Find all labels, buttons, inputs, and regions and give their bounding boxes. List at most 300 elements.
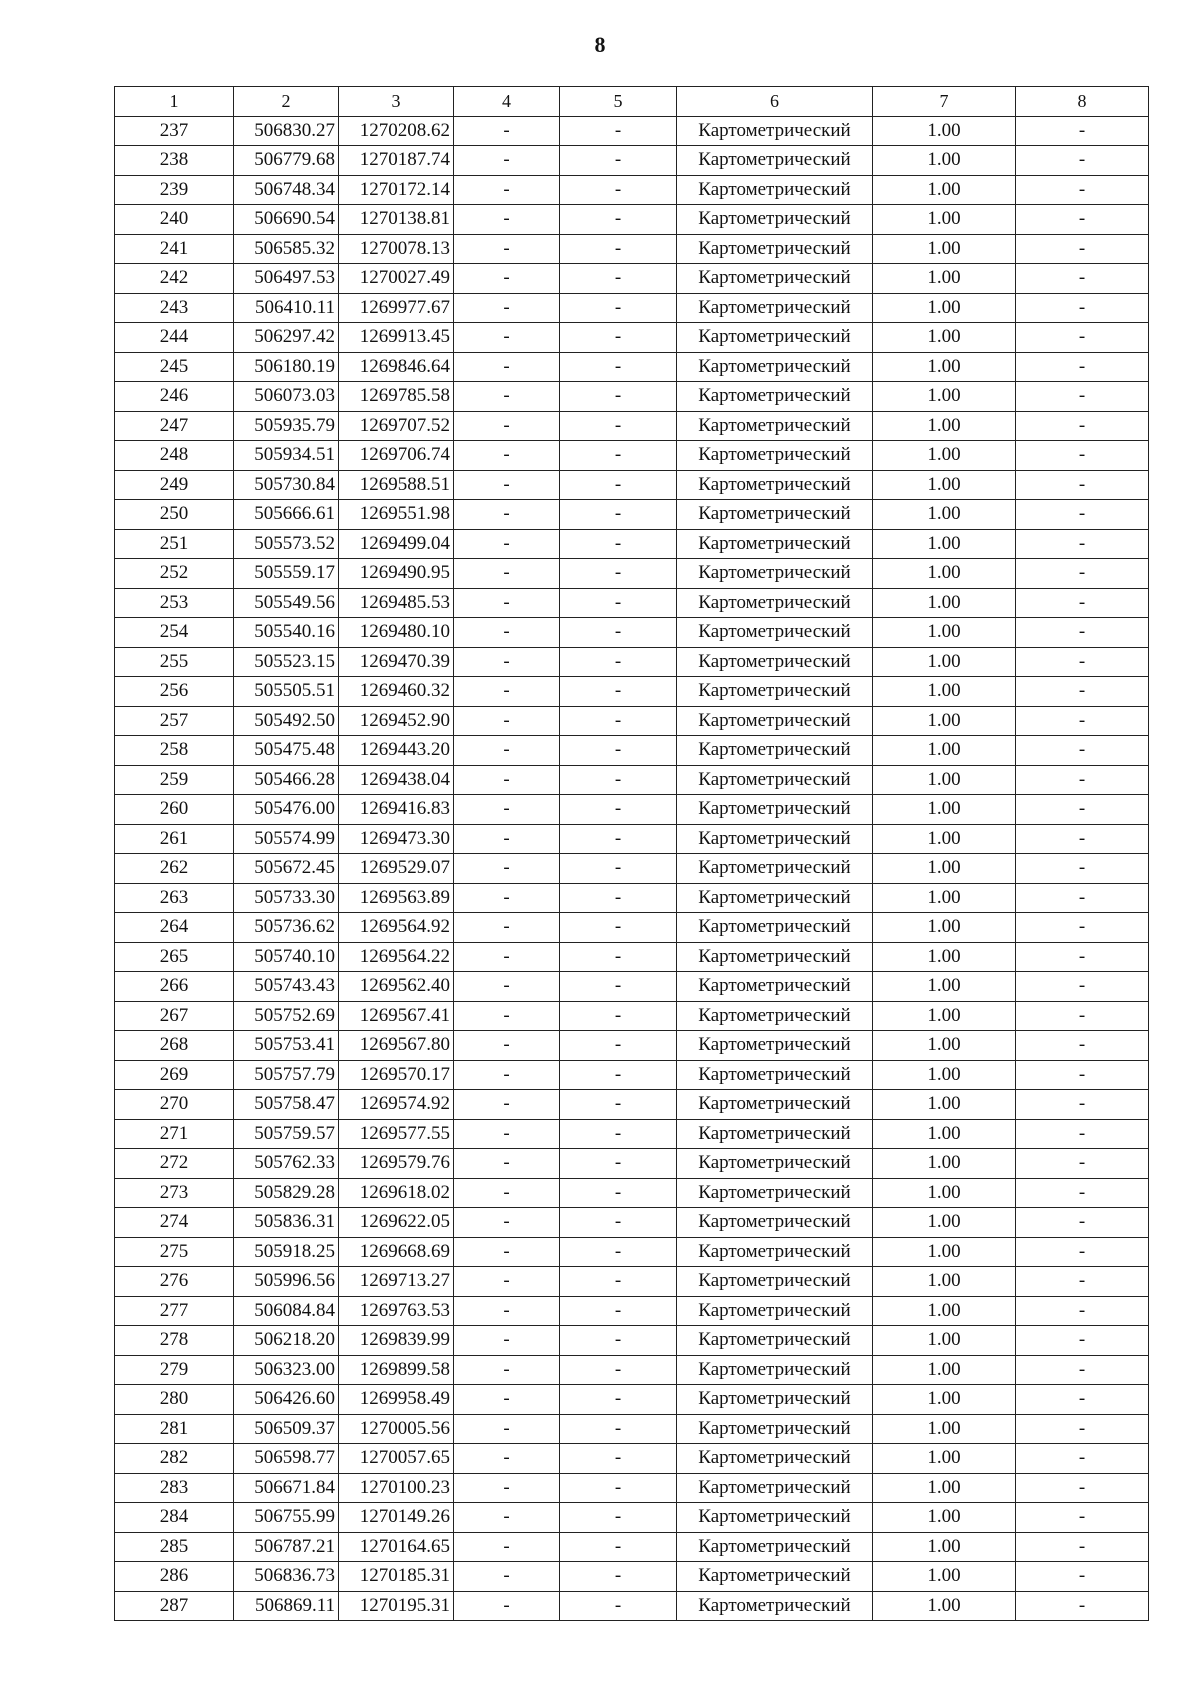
table-cell: 505733.30 xyxy=(234,883,339,913)
table-cell: 278 xyxy=(115,1326,234,1356)
column-header-5: 5 xyxy=(560,87,677,117)
table-cell: 244 xyxy=(115,323,234,353)
table-cell: 505757.79 xyxy=(234,1060,339,1090)
table-cell: 1.00 xyxy=(873,942,1016,972)
table-cell: 1.00 xyxy=(873,677,1016,707)
table-cell: Картометрический xyxy=(677,972,873,1002)
table-cell: - xyxy=(454,1001,560,1031)
table-cell: Картометрический xyxy=(677,1326,873,1356)
table-cell: Картометрический xyxy=(677,588,873,618)
table-row xyxy=(115,175,1149,205)
table-cell: 254 xyxy=(115,618,234,648)
table-cell: - xyxy=(560,116,677,146)
table-cell: 268 xyxy=(115,1031,234,1061)
table-cell: - xyxy=(1016,736,1149,766)
table-cell: 258 xyxy=(115,736,234,766)
table-cell: 1.00 xyxy=(873,1031,1016,1061)
table-row xyxy=(115,1355,1149,1385)
table-row xyxy=(115,146,1149,176)
table-cell: 505762.33 xyxy=(234,1149,339,1179)
table-cell: - xyxy=(560,411,677,441)
table-cell: - xyxy=(1016,942,1149,972)
table-cell: 1.00 xyxy=(873,1178,1016,1208)
table-cell: - xyxy=(560,972,677,1002)
table-cell: 506671.84 xyxy=(234,1473,339,1503)
table-cell: Картометрический xyxy=(677,175,873,205)
table-cell: 1.00 xyxy=(873,234,1016,264)
table-cell: - xyxy=(560,323,677,353)
table-cell: - xyxy=(1016,1503,1149,1533)
coordinates-table xyxy=(114,86,1149,1621)
table-cell: 505934.51 xyxy=(234,441,339,471)
table-cell: 1269846.64 xyxy=(339,352,454,382)
table-cell: 286 xyxy=(115,1562,234,1592)
table-cell: 1.00 xyxy=(873,618,1016,648)
table-cell: 1270185.31 xyxy=(339,1562,454,1592)
column-header-4: 4 xyxy=(454,87,560,117)
table-cell: - xyxy=(454,795,560,825)
table-header xyxy=(115,87,1149,117)
table-cell: 1270208.62 xyxy=(339,116,454,146)
table-cell: 505492.50 xyxy=(234,706,339,736)
table-cell: 1.00 xyxy=(873,824,1016,854)
table-cell: 283 xyxy=(115,1473,234,1503)
table-cell: Картометрический xyxy=(677,441,873,471)
table-row xyxy=(115,323,1149,353)
table-cell: - xyxy=(454,529,560,559)
table-row xyxy=(115,1296,1149,1326)
table-row xyxy=(115,441,1149,471)
table-cell: 1269480.10 xyxy=(339,618,454,648)
table-cell: 1269452.90 xyxy=(339,706,454,736)
table-cell: Картометрический xyxy=(677,765,873,795)
table-cell: 505549.56 xyxy=(234,588,339,618)
table-cell: 263 xyxy=(115,883,234,913)
table-cell: Картометрический xyxy=(677,1149,873,1179)
table-cell: - xyxy=(560,618,677,648)
table-cell: 1269562.40 xyxy=(339,972,454,1002)
table-cell: - xyxy=(560,1296,677,1326)
table-cell: 505559.17 xyxy=(234,559,339,589)
table-cell: 238 xyxy=(115,146,234,176)
table-cell: - xyxy=(454,1591,560,1621)
table-cell: 505672.45 xyxy=(234,854,339,884)
table-cell: 506410.11 xyxy=(234,293,339,323)
table-cell: - xyxy=(560,1119,677,1149)
table-cell: Картометрический xyxy=(677,618,873,648)
table-cell: Картометрический xyxy=(677,500,873,530)
table-cell: - xyxy=(1016,234,1149,264)
table-cell: 506509.37 xyxy=(234,1414,339,1444)
table-cell: - xyxy=(1016,1060,1149,1090)
table-row xyxy=(115,1060,1149,1090)
table-cell: - xyxy=(560,1090,677,1120)
table-cell: Картометрический xyxy=(677,293,873,323)
table-cell: 1269899.58 xyxy=(339,1355,454,1385)
table-cell: Картометрический xyxy=(677,264,873,294)
table-cell: 1.00 xyxy=(873,913,1016,943)
table-cell: - xyxy=(560,175,677,205)
table-cell: 1270078.13 xyxy=(339,234,454,264)
table-cell: Картометрический xyxy=(677,1444,873,1474)
table-cell: 265 xyxy=(115,942,234,972)
table-cell: 1269574.92 xyxy=(339,1090,454,1120)
table-cell: - xyxy=(454,677,560,707)
table-cell: - xyxy=(560,500,677,530)
table-cell: - xyxy=(1016,352,1149,382)
table-cell: - xyxy=(454,618,560,648)
table-cell: - xyxy=(1016,1149,1149,1179)
table-cell: - xyxy=(560,470,677,500)
table-cell: - xyxy=(454,1031,560,1061)
table-cell: 1.00 xyxy=(873,854,1016,884)
table-cell: 506869.11 xyxy=(234,1591,339,1621)
table-cell: 242 xyxy=(115,264,234,294)
table-cell: - xyxy=(454,1208,560,1238)
table-cell: 1.00 xyxy=(873,1591,1016,1621)
table-row xyxy=(115,234,1149,264)
table-cell: - xyxy=(1016,441,1149,471)
table-cell: 1.00 xyxy=(873,972,1016,1002)
table-cell: - xyxy=(1016,470,1149,500)
table-row xyxy=(115,1208,1149,1238)
table-cell: - xyxy=(454,1149,560,1179)
table-row xyxy=(115,1385,1149,1415)
table-cell: Картометрический xyxy=(677,1473,873,1503)
table-cell: 1.00 xyxy=(873,647,1016,677)
table-row xyxy=(115,765,1149,795)
table-cell: 1270187.74 xyxy=(339,146,454,176)
table-row xyxy=(115,1001,1149,1031)
table-cell: - xyxy=(1016,972,1149,1002)
table-cell: 506497.53 xyxy=(234,264,339,294)
table-cell: 1.00 xyxy=(873,1444,1016,1474)
table-cell: 240 xyxy=(115,205,234,235)
table-cell: - xyxy=(1016,1031,1149,1061)
table-cell: 505736.62 xyxy=(234,913,339,943)
column-header-2: 2 xyxy=(234,87,339,117)
table-cell: 1.00 xyxy=(873,293,1016,323)
table-cell: - xyxy=(454,1060,560,1090)
table-cell: - xyxy=(1016,1090,1149,1120)
table-cell: 1270149.26 xyxy=(339,1503,454,1533)
table-cell: - xyxy=(1016,529,1149,559)
table-cell: - xyxy=(454,706,560,736)
table-cell: - xyxy=(454,441,560,471)
table-cell: 1269485.53 xyxy=(339,588,454,618)
table-cell: 1269567.80 xyxy=(339,1031,454,1061)
table-row xyxy=(115,559,1149,589)
table-cell: Картометрический xyxy=(677,1562,873,1592)
table-cell: - xyxy=(1016,1414,1149,1444)
table-cell: 243 xyxy=(115,293,234,323)
table-cell: - xyxy=(454,1355,560,1385)
table-cell: 506787.21 xyxy=(234,1532,339,1562)
table-cell: 267 xyxy=(115,1001,234,1031)
table-cell: 1.00 xyxy=(873,529,1016,559)
table-cell: - xyxy=(1016,382,1149,412)
table-cell: 1.00 xyxy=(873,116,1016,146)
table-cell: 505918.25 xyxy=(234,1237,339,1267)
table-cell: Картометрический xyxy=(677,942,873,972)
table-cell: Картометрический xyxy=(677,205,873,235)
table-cell: 505475.48 xyxy=(234,736,339,766)
table-cell: - xyxy=(560,1149,677,1179)
table-cell: Картометрический xyxy=(677,883,873,913)
table-row xyxy=(115,824,1149,854)
table-cell: 1269588.51 xyxy=(339,470,454,500)
table-cell: - xyxy=(454,1296,560,1326)
table-cell: - xyxy=(454,854,560,884)
table-row xyxy=(115,942,1149,972)
table-cell: 1269618.02 xyxy=(339,1178,454,1208)
table-cell: Картометрический xyxy=(677,677,873,707)
table-cell: Картометрический xyxy=(677,1060,873,1090)
table-cell: 1269977.67 xyxy=(339,293,454,323)
table-cell: 1270195.31 xyxy=(339,1591,454,1621)
table-cell: - xyxy=(454,175,560,205)
table-row xyxy=(115,913,1149,943)
table-cell: 1.00 xyxy=(873,1001,1016,1031)
table-cell: 281 xyxy=(115,1414,234,1444)
table-row xyxy=(115,1237,1149,1267)
table-row xyxy=(115,736,1149,766)
table-cell: 506830.27 xyxy=(234,116,339,146)
table-cell: 505574.99 xyxy=(234,824,339,854)
table-cell: 505666.61 xyxy=(234,500,339,530)
table-cell: - xyxy=(454,942,560,972)
table-cell: 1.00 xyxy=(873,1414,1016,1444)
table-cell: - xyxy=(560,677,677,707)
table-cell: - xyxy=(1016,323,1149,353)
table-cell: Картометрический xyxy=(677,559,873,589)
table-cell: 264 xyxy=(115,913,234,943)
table-cell: 1269567.41 xyxy=(339,1001,454,1031)
table-cell: 272 xyxy=(115,1149,234,1179)
column-header-7: 7 xyxy=(873,87,1016,117)
table-cell: - xyxy=(1016,795,1149,825)
table-cell: 1.00 xyxy=(873,736,1016,766)
table-cell: 1269490.95 xyxy=(339,559,454,589)
table-cell: 506690.54 xyxy=(234,205,339,235)
table-cell: 506073.03 xyxy=(234,382,339,412)
table-cell: 277 xyxy=(115,1296,234,1326)
table-cell: Картометрический xyxy=(677,529,873,559)
table-cell: Картометрический xyxy=(677,382,873,412)
table-row xyxy=(115,1562,1149,1592)
table-cell: - xyxy=(454,1267,560,1297)
table-cell: 1269443.20 xyxy=(339,736,454,766)
table-cell: - xyxy=(1016,500,1149,530)
table-row xyxy=(115,1532,1149,1562)
table-cell: 245 xyxy=(115,352,234,382)
table-cell: 506084.84 xyxy=(234,1296,339,1326)
table-cell: - xyxy=(454,146,560,176)
table-cell: 279 xyxy=(115,1355,234,1385)
table-cell: Картометрический xyxy=(677,234,873,264)
table-cell: 1270138.81 xyxy=(339,205,454,235)
table-cell: 1.00 xyxy=(873,323,1016,353)
table-cell: - xyxy=(1016,411,1149,441)
table-cell: 237 xyxy=(115,116,234,146)
table-cell: 505996.56 xyxy=(234,1267,339,1297)
table-cell: 1269551.98 xyxy=(339,500,454,530)
table-cell: - xyxy=(560,1031,677,1061)
table-cell: - xyxy=(454,1414,560,1444)
table-cell: Картометрический xyxy=(677,116,873,146)
table-cell: - xyxy=(1016,1326,1149,1356)
table-cell: Картометрический xyxy=(677,352,873,382)
table-row xyxy=(115,795,1149,825)
table-cell: 1269579.76 xyxy=(339,1149,454,1179)
table-cell: - xyxy=(560,1060,677,1090)
table-cell: - xyxy=(1016,1473,1149,1503)
table-cell: - xyxy=(454,1385,560,1415)
table-cell: - xyxy=(454,116,560,146)
table-row xyxy=(115,1031,1149,1061)
table-cell: 270 xyxy=(115,1090,234,1120)
table-cell: 1.00 xyxy=(873,1237,1016,1267)
table-cell: - xyxy=(1016,1385,1149,1415)
table-row xyxy=(115,382,1149,412)
table-cell: 1.00 xyxy=(873,1355,1016,1385)
table-cell: 261 xyxy=(115,824,234,854)
table-cell: - xyxy=(560,205,677,235)
table-cell: - xyxy=(1016,677,1149,707)
table-cell: - xyxy=(1016,1562,1149,1592)
table-cell: 262 xyxy=(115,854,234,884)
table-cell: 252 xyxy=(115,559,234,589)
table-cell: 284 xyxy=(115,1503,234,1533)
table-cell: 1.00 xyxy=(873,1208,1016,1238)
table-cell: - xyxy=(454,913,560,943)
table-cell: - xyxy=(454,205,560,235)
table-cell: 1269460.32 xyxy=(339,677,454,707)
table-cell: 505743.43 xyxy=(234,972,339,1002)
table-cell: Картометрический xyxy=(677,854,873,884)
table-cell: - xyxy=(454,1119,560,1149)
table-cell: 1270027.49 xyxy=(339,264,454,294)
table-cell: - xyxy=(560,824,677,854)
table-row xyxy=(115,1267,1149,1297)
table-cell: - xyxy=(1016,706,1149,736)
table-cell: 1.00 xyxy=(873,765,1016,795)
table-cell: - xyxy=(560,795,677,825)
table-cell: 1269713.27 xyxy=(339,1267,454,1297)
column-header-6: 6 xyxy=(677,87,873,117)
table-cell: 506180.19 xyxy=(234,352,339,382)
table-row xyxy=(115,264,1149,294)
table-cell: - xyxy=(1016,854,1149,884)
table-cell: Картометрический xyxy=(677,1267,873,1297)
header-row xyxy=(115,87,1149,117)
table-cell: Картометрический xyxy=(677,824,873,854)
table-row xyxy=(115,470,1149,500)
table-row xyxy=(115,205,1149,235)
table-cell: 1269958.49 xyxy=(339,1385,454,1415)
table-cell: 275 xyxy=(115,1237,234,1267)
table-cell: 241 xyxy=(115,234,234,264)
table-cell: - xyxy=(1016,765,1149,795)
table-cell: Картометрический xyxy=(677,706,873,736)
table-cell: 280 xyxy=(115,1385,234,1415)
table-cell: 1270005.56 xyxy=(339,1414,454,1444)
table-cell: 1269785.58 xyxy=(339,382,454,412)
table-cell: 505730.84 xyxy=(234,470,339,500)
table-cell: - xyxy=(1016,913,1149,943)
table-cell: 506836.73 xyxy=(234,1562,339,1592)
table-row xyxy=(115,1178,1149,1208)
table-cell: - xyxy=(560,706,677,736)
table-cell: - xyxy=(560,1414,677,1444)
table-cell: 1.00 xyxy=(873,588,1016,618)
table-cell: 1.00 xyxy=(873,146,1016,176)
table-row xyxy=(115,1473,1149,1503)
column-header-1: 1 xyxy=(115,87,234,117)
table-cell: 285 xyxy=(115,1532,234,1562)
table-cell: - xyxy=(560,736,677,766)
table-cell: 249 xyxy=(115,470,234,500)
table-cell: - xyxy=(560,1267,677,1297)
table-cell: 1.00 xyxy=(873,500,1016,530)
table-cell: 1269564.92 xyxy=(339,913,454,943)
table-cell: - xyxy=(1016,146,1149,176)
table-cell: 1269839.99 xyxy=(339,1326,454,1356)
table-cell: 1.00 xyxy=(873,1267,1016,1297)
table-cell: 1.00 xyxy=(873,795,1016,825)
table-body xyxy=(115,116,1149,1621)
table-row xyxy=(115,500,1149,530)
table-cell: 1269416.83 xyxy=(339,795,454,825)
table-cell: - xyxy=(560,1532,677,1562)
table-row xyxy=(115,1503,1149,1533)
table-cell: Картометрический xyxy=(677,1031,873,1061)
table-cell: 1270100.23 xyxy=(339,1473,454,1503)
table-cell: - xyxy=(1016,618,1149,648)
table-cell: - xyxy=(454,382,560,412)
table-cell: 1.00 xyxy=(873,1149,1016,1179)
table-cell: - xyxy=(454,1178,560,1208)
table-cell: - xyxy=(1016,588,1149,618)
table-cell: 1.00 xyxy=(873,441,1016,471)
table-cell: - xyxy=(454,323,560,353)
table-row xyxy=(115,972,1149,1002)
table-cell: 1269763.53 xyxy=(339,1296,454,1326)
table-cell: - xyxy=(560,854,677,884)
table-cell: 276 xyxy=(115,1267,234,1297)
table-cell: 1.00 xyxy=(873,470,1016,500)
table-cell: 506755.99 xyxy=(234,1503,339,1533)
table-cell: Картометрический xyxy=(677,411,873,441)
table-cell: 505836.31 xyxy=(234,1208,339,1238)
table-cell: 506426.60 xyxy=(234,1385,339,1415)
table-cell: 505523.15 xyxy=(234,647,339,677)
table-cell: - xyxy=(1016,205,1149,235)
table-cell: - xyxy=(454,264,560,294)
table-cell: 1.00 xyxy=(873,1532,1016,1562)
table-cell: 506598.77 xyxy=(234,1444,339,1474)
table-cell: - xyxy=(454,736,560,766)
table-cell: - xyxy=(454,234,560,264)
table-cell: - xyxy=(454,588,560,618)
table-cell: Картометрический xyxy=(677,1532,873,1562)
table-cell: 1269706.74 xyxy=(339,441,454,471)
table-cell: - xyxy=(1016,1444,1149,1474)
table-cell: - xyxy=(1016,1591,1149,1621)
table-cell: - xyxy=(454,1562,560,1592)
table-row xyxy=(115,618,1149,648)
table-row xyxy=(115,854,1149,884)
